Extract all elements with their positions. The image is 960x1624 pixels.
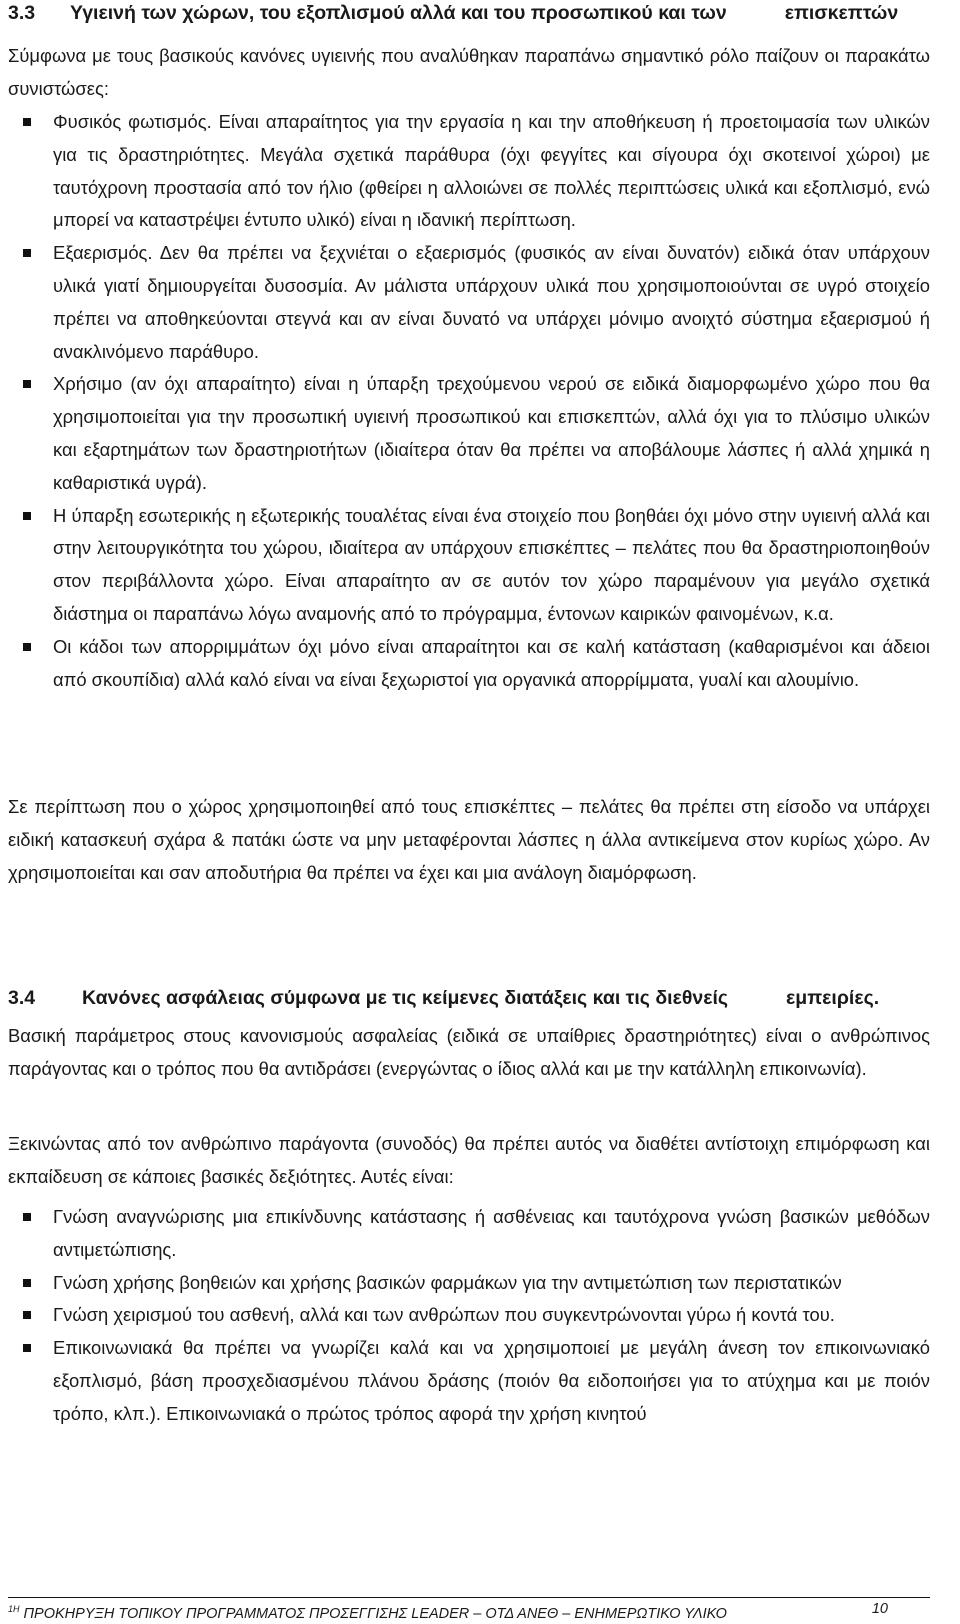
section-number: 3.3: [8, 2, 36, 24]
list-item: Οι κάδοι των απορριμμάτων όχι μόνο είναι απαραίτητοι και σε καλή κατάσταση (καθαρισμένοι και άδειοι από σκουπίδια) αλλά καλό είναι να είναι ξεχωριστοί για οργανικά απορρίμματα, γυαλί και αλουμίνιο.: [8, 631, 930, 697]
footer-divider: [8, 1597, 930, 1598]
footer-text: ΠΡΟΚΗΡΥΞΗ ΤΟΠΙΚΟΥ ΠΡΟΓΡΑΜΜΑΤΟΣ ΠΡΟΣΕΓΓΙΣΗΣ LEADER – ΟΤΔ ΑΝΕΘ – ΕΝΗΜΕΡΩΤΙΚΟ ΥΛΙΚΟ: [23, 1605, 727, 1622]
skills-list: [8, 1201, 930, 1431]
square-bullet-icon: [23, 1311, 31, 1319]
safety-paragraph-1: Βασική παράμετρος στους κανονισμούς ασφαλείας (ειδικά σε υπαίθριες δραστηριότητες) είναι ο ανθρώπινος παράγοντας και ο τρόπος που θα αντιδράσει (ενεργώντας ο ίδιος αλλά και με την κατάλληλη επικοινωνία).: [8, 1025, 930, 1079]
footer-superscript: 1Η: [8, 1604, 20, 1614]
closing-paragraph: Σε περίπτωση που ο χώρος χρησιμοποιηθεί από τους επισκέπτες – πελάτες θα πρέπει στη είσοδο να υπάρχει ειδική κατασκευή σχάρα & πατάκι ώστε να μην μεταφέρονται λάσπες η άλλα αντικείμενα στον κυρίως χώρο. Αν χρησιμοποιείται και σαν αποδυτήρια θα πρέπει να έχει και μια ανάλογη διαμόρφωση.: [8, 796, 930, 883]
section-title-end: επισκεπτών: [784, 2, 899, 24]
section-title-end: εμπειρίες.: [786, 987, 880, 1009]
square-bullet-icon: [23, 643, 31, 651]
section-title: Υγιεινή των χώρων, του εξοπλισμού αλλά και του προσωπικού και των: [70, 2, 727, 24]
safety-paragraph-2: Ξεκινώντας από τον ανθρώπινο παράγοντα (συνοδός) θα πρέπει αυτός να διαθέτει αντίστοιχη επιμόρφωση και εκπαίδευση σε κάποιες βασικές δεξιότητες. Αυτές είναι:: [8, 1133, 930, 1187]
list-item: Χρήσιμο (αν όχι απαραίτητο) είναι η ύπαρξη τρεχούμενου νερού σε ειδικά διαμορφωμένο χώρο που θα χρησιμοποιείται για την προσωπική υγιεινή προσωπικού και επισκεπτών, αλλά όχι για το πλύσιμο υλικών και εξαρτημάτων των δραστηριοτήτων (ιδιαίτερα όταν θα πρέπει να αποβάλουμε λάσπες ή αλλά χημικά η καθαριστικά υγρά).: [8, 368, 930, 499]
page-number: 10: [871, 1601, 888, 1617]
page-footer: [8, 1599, 918, 1624]
list-item: Γνώση χρήσης βοηθειών και χρήσης βασικών φαρμάκων για την αντιμετώπιση των περιστατικών: [8, 1267, 930, 1300]
list-item: Επικοινωνιακά θα πρέπει να γνωρίζει καλά και να χρησιμοποιεί με μεγάλη άνεση τον επικοινωνιακό εξοπλισμό, βάση προσχεδιασμένου πλάνου δράσης (ποιόν θα ειδοποιήσει για το ατύχημα και με ποιόν τρόπο, κλπ.). Επικοινωνιακά ο πρώτος τρόπος αφορά την χρήση κινητού: [8, 1332, 930, 1430]
list-item: Εξαερισμός. Δεν θα πρέπει να ξεχνιέται ο εξαερισμός (φυσικός αν είναι δυνατόν) ειδικά όταν υπάρχουν υλικά γιατί δημιουργείται δυσοσμία. Αν μάλιστα υπάρχουν υλικά που χρησιμοποιούνται σε υγρό στοιχείο πρέπει να αποθηκεύονται στεγνά και αν είναι δυνατό να υπάρχει μόνιμο ανοιχτό σύστημα εξαερισμού ή ανακλινόμενο παράθυρο.: [8, 237, 930, 368]
square-bullet-icon: [23, 512, 31, 520]
list-item: Φυσικός φωτισμός. Είναι απαραίτητος για την εργασία η και την αποθήκευση ή προετοιμασία των υλικών για τις δραστηριότητες. Μεγάλα σχετικά παράθυρα (όχι φεγγίτες και σίγουρα όχι σκοτεινοί χώροι) με ταυτόχρονη προστασία από τον ήλιο (φθείρει η αλλοιώνει σε πολλές περιπτώσεις υλικά και εξοπλισμό, ενώ μπορεί να καταστρέψει έντυπο υλικό) είναι η ιδανική περίπτωση.: [8, 106, 930, 237]
list-item: Η ύπαρξη εσωτερικής η εξωτερικής τουαλέτας είναι ένα στοιχείο που βοηθάει όχι μόνο στην υγιεινή αλλά και στην λειτουργικότητα του χώρου, ιδιαίτερα αν υπάρχουν επισκέπτες – πελάτες που θα δραστηριοποιηθούν στον περιβάλλοντα χώρο. Είναι απαραίτητο αν σε αυτόν τον χώρο παραμένουν για μεγάλο σχετικά διάστημα οι παραπάνω λόγω αναμονής από το πρόγραμμα, έντονων καιρικών φαινομένων, κ.α.: [8, 500, 930, 631]
square-bullet-icon: [23, 1213, 31, 1221]
list-item: Γνώση αναγνώρισης μια επικίνδυνης κατάστασης ή ασθένειας και ταυτόχρονα γνώση βασικών μεθόδων αντιμετώπισης.: [8, 1201, 930, 1267]
section-title: Κανόνες ασφάλειας σύμφωνα με τις κείμενες διατάξεις και τις διεθνείς: [82, 987, 729, 1009]
square-bullet-icon: [23, 1344, 31, 1352]
square-bullet-icon: [23, 249, 31, 257]
square-bullet-icon: [23, 380, 31, 388]
hygiene-list: [8, 106, 930, 696]
section-number: 3.4: [8, 987, 36, 1009]
list-item: Γνώση χειρισμού του ασθενή, αλλά και των ανθρώπων που συγκεντρώνονται γύρω ή κοντά του.: [8, 1299, 930, 1332]
intro-paragraph: Σύμφωνα με τους βασικούς κανόνες υγιεινής που αναλύθηκαν παραπάνω σημαντικό ρόλο παίζουν οι παρακάτω συνιστώσες:: [8, 45, 930, 99]
section-heading-3-3: [8, 0, 938, 26]
square-bullet-icon: [23, 118, 31, 126]
square-bullet-icon: [23, 1279, 31, 1287]
section-heading-3-4: [8, 985, 938, 1011]
